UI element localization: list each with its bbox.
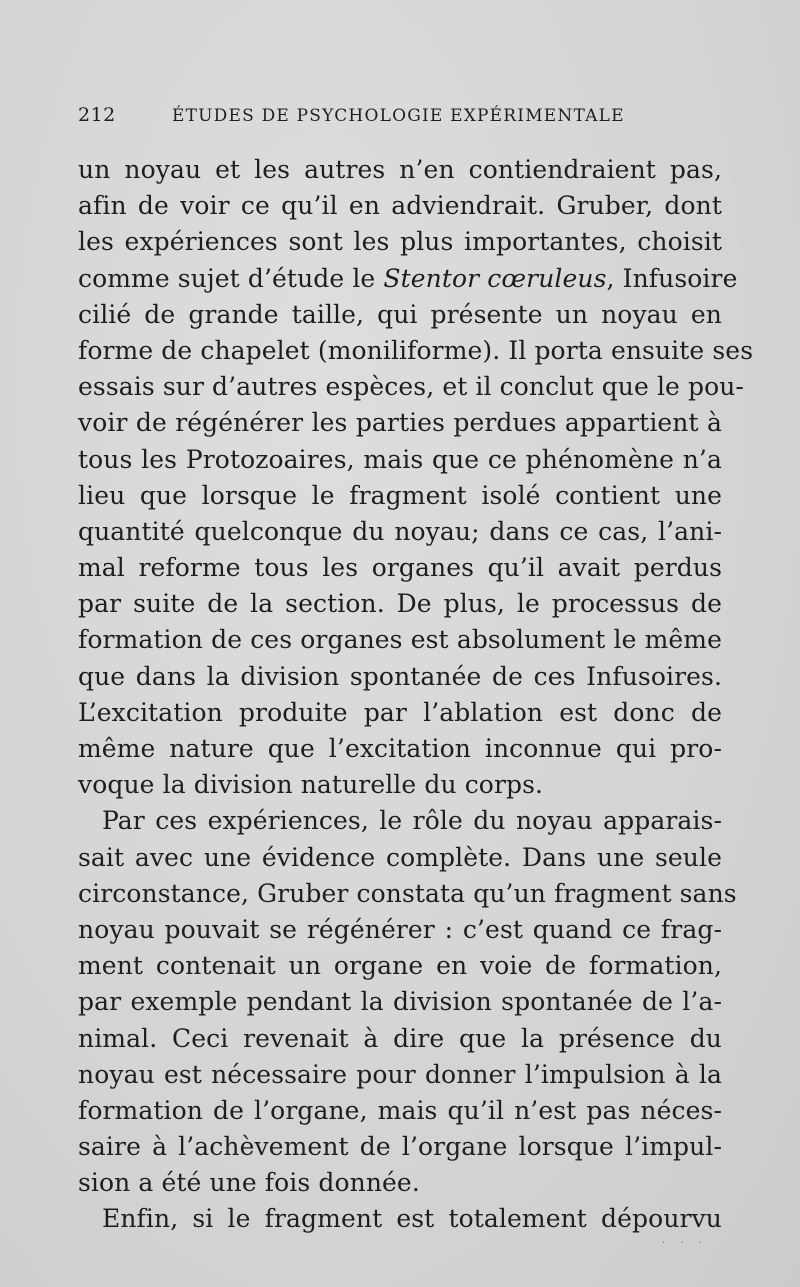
body-text xyxy=(78,152,754,1238)
text-line xyxy=(78,261,738,297)
text-run: comme sujet d’étude le xyxy=(78,263,384,293)
text-line: noyau pouvait se régénérer : c’est quand ce frag- xyxy=(78,914,722,944)
text-line: sait avec une évidence complète. Dans une seule xyxy=(78,842,722,872)
running-title: ÉTUDES DE PSYCHOLOGIE EXPÉRIMENTALE xyxy=(172,106,625,126)
text-line: noyau est nécessaire pour donner l’impulsion à la xyxy=(78,1059,722,1089)
text-line: sion a été une fois donnée. xyxy=(78,1168,420,1198)
text-line: les expériences sont les plus importantes, choisit xyxy=(78,227,722,257)
text-line: quantité quelconque du noyau; dans ce cas, l’ani- xyxy=(78,516,722,546)
text-run: , Infusoire xyxy=(606,263,738,293)
text-line: formation de ces organes est absolument le même xyxy=(78,625,722,655)
text-line: forme de chapelet (moniliforme). Il porta ensuite ses xyxy=(78,335,754,365)
text-line: lieu que lorsque le fragment isolé contient une xyxy=(78,480,722,510)
text-line: par exemple pendant la division spontanée de l’a- xyxy=(78,987,722,1017)
species-name: Stentor cœruleus xyxy=(383,263,607,293)
text-line: cilié de grande taille, qui présente un noyau en xyxy=(78,299,722,329)
print-specks: · · · xyxy=(662,1238,708,1249)
text-line: circonstance, Gruber constata qu’un fragment sans xyxy=(78,878,737,908)
text-line: voque la division naturelle du corps. xyxy=(78,770,544,800)
text-line: même nature que l’excitation inconnue qui pro- xyxy=(78,734,722,763)
text-line: afin de voir ce qu’il en adviendrait. Gruber, dont xyxy=(78,191,722,221)
text-line: un noyau et les autres n’en contiendraient pas, xyxy=(78,155,722,184)
text-line: nimal. Ceci revenait à dire que la présence du xyxy=(78,1023,722,1053)
text-line: mal reforme tous les organes qu’il avait perdus xyxy=(78,553,722,583)
text-line: par suite de la section. De plus, le processus de xyxy=(78,589,722,619)
text-line: saire à l’achèvement de l’organe lorsque l’impul- xyxy=(78,1132,722,1162)
text-line: que dans la division spontanée de ces Infusoires. xyxy=(78,661,722,691)
text-line: essais sur d’autres espèces, et il conclut que le pou- xyxy=(78,372,744,402)
text-line: voir de régénérer les parties perdues appartient à xyxy=(78,408,722,438)
text-line: L’excitation produite par l’ablation est donc de xyxy=(78,697,722,727)
page-number: 212 xyxy=(78,104,116,126)
text-line: Enfin, si le fragment est totalement dépourvu xyxy=(102,1204,722,1234)
running-head xyxy=(78,104,718,140)
text-line: tous les Protozoaires, mais que ce phénomène n’a xyxy=(78,444,722,474)
text-line: ment contenait un organe en voie de formation, xyxy=(78,951,722,981)
text-line: formation de l’organe, mais qu’il n’est pas néces- xyxy=(78,1095,722,1125)
text-line: Par ces expériences, le rôle du noyau apparais- xyxy=(102,806,722,836)
